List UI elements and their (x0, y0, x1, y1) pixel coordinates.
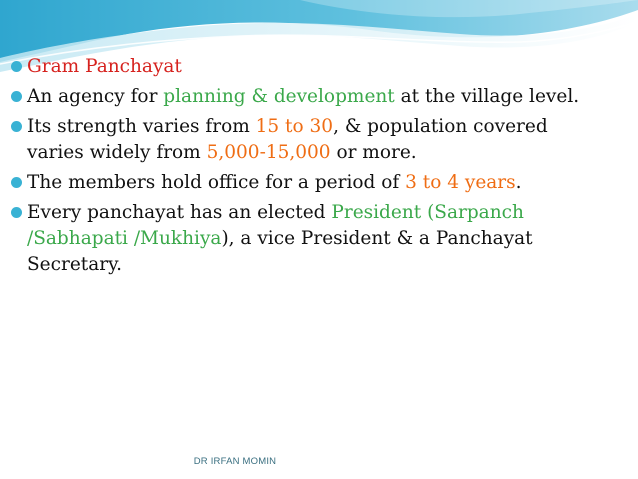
bullet-list (8, 54, 608, 282)
text-segment: 15 to 30 (255, 116, 334, 137)
text-segment: . (515, 172, 522, 193)
text-segment: Every panchayat has an elected (27, 202, 332, 223)
text-segment: or more. (330, 142, 417, 163)
text-segment: Its strength varies from (27, 116, 256, 137)
bullet-icon (11, 61, 22, 72)
bullet-text (27, 84, 608, 110)
text-segment: ), a vice President & a Panchayat Secretary. (27, 228, 533, 275)
bullet-item-office-period (8, 170, 608, 196)
bullet-text (27, 54, 608, 80)
text-segment: 5,000-15,000 (206, 142, 331, 163)
bullet-text (27, 170, 608, 196)
text-segment: planning & development (163, 86, 395, 107)
bullet-icon (11, 177, 22, 188)
text-segment: at the village level. (394, 86, 580, 107)
bullet-item-president (8, 200, 608, 278)
bullet-item-strength (8, 114, 608, 166)
text-segment: Gram Panchayat (27, 56, 182, 77)
text-segment: 3 to 4 years (405, 172, 516, 193)
bullet-icon (11, 121, 22, 132)
text-segment: The members hold office for a period of (27, 172, 406, 193)
text-segment: , & population covered varies widely from (27, 116, 548, 163)
text-segment: President (Sarpanch /Sabhapati /Mukhiya (27, 202, 524, 249)
bullet-icon (11, 207, 22, 218)
bullet-item-gram-panchayat (8, 54, 608, 80)
footer-author: DR IRFAN MOMIN (193, 456, 277, 467)
bullet-icon (11, 91, 22, 102)
text-segment: An agency for (27, 86, 164, 107)
bullet-text (27, 200, 608, 278)
bullet-item-agency (8, 84, 608, 110)
bullet-text (27, 114, 608, 166)
